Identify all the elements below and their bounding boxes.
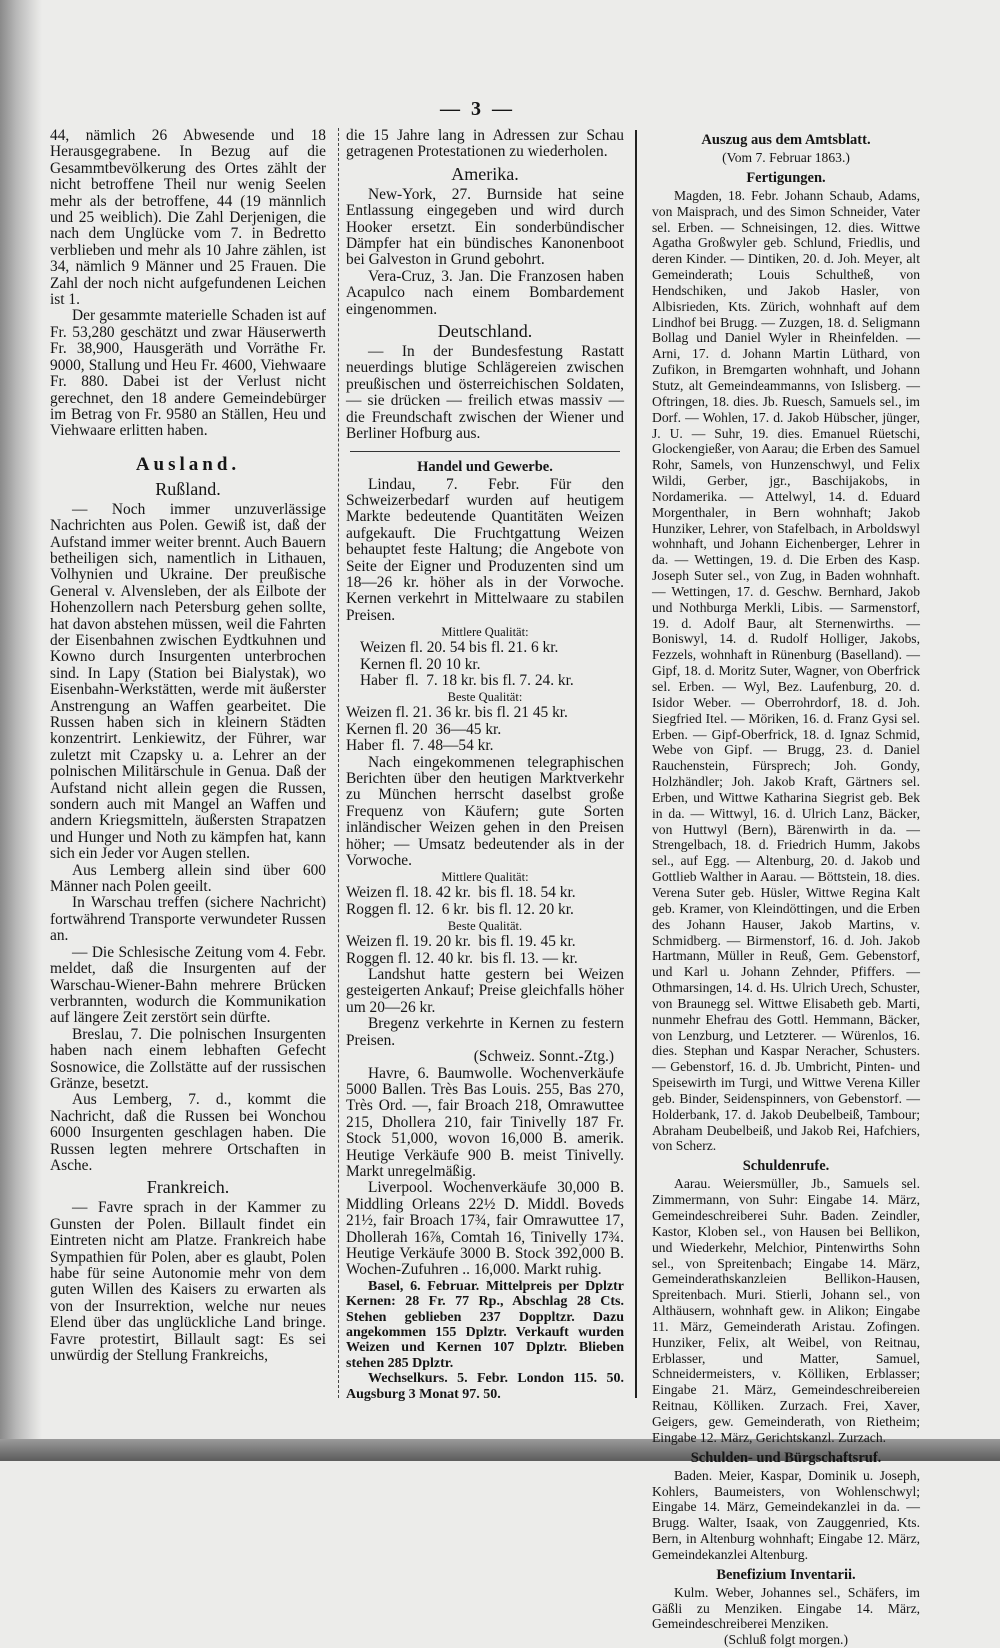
centered-note: (Schluß folgt morgen.) bbox=[724, 1632, 848, 1648]
quality-label: Mittlere Qualität: bbox=[441, 870, 529, 885]
column-divider-solid bbox=[635, 130, 637, 1398]
column-middle bbox=[346, 128, 624, 1402]
price-row: Weizen fl. 19. 20 kr. bis fl. 19. 45 kr. bbox=[346, 933, 576, 951]
price-row: Kernen fl. 20 10 kr. bbox=[360, 655, 481, 673]
column-divider-dashed bbox=[338, 128, 339, 1398]
section-heading: Ausland. bbox=[135, 453, 241, 475]
paragraph: — Die Schlesische Zeitung vom 4. Febr. meldet, daß die Insurgenten auf der Warschau-Wiener-Bahn mehrere Brücken verbrannten, wodurch die Kommunikation auf längere Zeit zerstört sein dürfte. bbox=[50, 943, 326, 1027]
paragraph: Bregenz verkehrte in Kernen zu festern Preisen. bbox=[346, 1015, 624, 1049]
paragraph: Aus Lemberg allein sind über 600 Männer nach Polen geeilt. bbox=[50, 861, 326, 896]
country-heading: Deutschland. bbox=[437, 321, 533, 342]
scan-left-edge bbox=[0, 0, 42, 1461]
paragraph: Havre, 6. Baumwolle. Wochenverkäufe 5000 Ballen. Très Bas Louis. 255, Bas 270, Très Ord. —, fair Broach 218, Omrawuttee 215, Dhollera 210, fair Tinivelly 187 Fr. Stock 51,000, wovon 16,000 B. amerik. Heutige Verkäufe 900 B. meist Tinivelly. Markt unregelmäßig. bbox=[346, 1064, 624, 1180]
price-row: Weizen fl. 18. 42 kr. bis fl. 18. 54 kr. bbox=[346, 884, 576, 902]
price-row: Kernen fl. 20 36—45 kr. bbox=[346, 720, 502, 738]
paragraph: Baden. Meier, Kaspar, Dominik u. Joseph, Kohlers, Baumeisters, von Wohlenschwyl; Eingabe 14. März, Gemeindekanzlei in da. — Brugg. Walter, Isaak, von Zauggenried, Kts. Bern, in Altenburg wohnhaft; Eingabe 12. März, Gemeindekanzlei Altenburg. bbox=[652, 1467, 920, 1562]
market-report: Basel, 6. Februar. Mittelpreis per Dplztr Kernen: 28 Fr. 77 Rp., Abschlag 28 Cts. Stehen geblieben 237 Doppltzr. Dazu angekommen 155 Dplztr. Verkauft wurden Weizen und Kernen 107 Dplztr. Blieben stehen 285 Dplztr. bbox=[346, 1278, 624, 1371]
column-right bbox=[652, 128, 920, 1648]
paragraph: — Favre sprach in der Kammer zu Gunsten der Polen. Billault findet ein Eintreten nicht am Platze. Frankreich habe Sympathien für Polen, aber es glaubt, Polen habe für seine Autonomie mehr von dem guten Willen des Kaisers zu erwarten als von der Insurrektion, welche nur neues Elend über das unglückliche Land bringe. Favre protestirt, Billault sagt: Es sei unwürdig der Stellung Frankreichs, bbox=[50, 1199, 326, 1365]
subsection-heading: Schuldenrufe. bbox=[742, 1158, 830, 1175]
paragraph: Aarau. Weiersmüller, Jb., Samuels sel. Zimmermann, von Suhr: Eingabe 14. März, Gemeindeschreiberei Suhr. Baden. Zeindler, Kastor, Kloben sel., von Hausen bei Bellikon, und Wiederkehr, Melchior, Pintenwirths Sohn sel., von Spreitenbach; Eingabe 14. März, Gemeinderathskanzleien Bellikon-Hausen, Spreitenbach. Muri. Stierli, Johann sel., von Althäusern, wohnhaft gew. in Alikon; Eingabe 11. März, Gemeinderath Aristau. Zofingen. Hunziker, Felix, alt Weibel, von Reitnau, Erblasser, und Matter, Samuel, Schneidermeisters, v. Kölliken, Erblasser; Eingabe 21. März, Gemeindeschreibereien Reitnau, Kölliken. Zurzach. Frei, Xaver, Geigers, gew. Gemeinderath, von Rietheim; Eingabe 12. März, Gerichtskanzl. Zurzach. bbox=[652, 1176, 920, 1445]
paragraph: Lindau, 7. Febr. Für den Schweizerbedarf wurden auf heutigem Markte bedeutende Quantitäten Weizen aufgekauft. Die Fruchtgattung Weizen behauptet feste Haltung; die Angebote von Seite der Eigner und Produzenten sind um 18—26 kr. höher als in der Vorwoche. Kernen verkehrt in Mittelwaare zu stabilen Preisen. bbox=[346, 475, 624, 624]
paragraph: — Noch immer unzuverlässige Nachrichten aus Polen. Gewiß ist, daß der Aufstand immer weiter brennt. Auch Bauern betheiligen sich, namentlich in Lithauen, Volhynien und Ukraine. Der preußische General v. Alvensleben, der als Eilbote der Hohenzollern nach Petersburg gehen sollte, hat davon abstehen müssen, weil die Fahrten der Eisenbahnen zwischen Eydtkuhnen und Kowno durch Insurgenten unterbrochen sind. In Lapy (Station bei Bialystak), wo Eisenbahn-Werkstätten, werde mit äußerster Anstrengung an Waffen gearbeitet. Die Russen haben sich in kleinern Städten konzentrirt. Lenkiewitz, der Führer, war zuletzt mit Czapsky u. a. Lehrer an der polnischen Militärschule in Genua. Daß der Aufstand nicht allein gegen die Russen, sondern auch mit Mangel an Waffen und andern Kriegsmitteln, äußersten Strapatzen und Hunger und Noth zu kämpfen hat, kann sich ein Jeder vor Augen stellen. bbox=[50, 500, 326, 863]
country-heading: Frankreich. bbox=[146, 1177, 230, 1198]
market-report: Wechselkurs. 5. Febr. London 115. 50. Augsburg 3 Monat 97. 50. bbox=[346, 1371, 624, 1402]
page-number: — 3 — bbox=[440, 98, 515, 120]
paragraph: Landshut hatte gestern bei Weizen gesteigerten Ankauf; Preise gleichfalls höher um 20—26 kr. bbox=[346, 966, 624, 1016]
subsection-heading: Benefizium Inventarii. bbox=[716, 1566, 856, 1583]
country-heading: Rußland. bbox=[155, 478, 221, 499]
quality-label: Beste Qualität: bbox=[447, 690, 523, 705]
price-row: Weizen fl. 21. 36 kr. bis fl. 21 45 kr. bbox=[346, 704, 568, 722]
subsection-heading: Auszug aus dem Amtsblatt. bbox=[701, 132, 871, 148]
price-row: Roggen fl. 12. 40 kr. bis fl. 13. — kr. bbox=[346, 949, 578, 967]
paragraph: die 15 Jahre lang in Adressen zur Schau getragenen Protestationen zu wiederholen. bbox=[346, 127, 624, 161]
centered-note: (Vom 7. Februar 1863.) bbox=[722, 150, 850, 165]
price-row: Roggen fl. 12. 6 kr. bis fl. 12. 20 kr. bbox=[346, 900, 574, 918]
paragraph: New-York, 27. Burnside hat seine Entlassung eingegeben und wird durch Hooker ersetzt. Ein sonderbündischer Dämpfer hat ein bündisches Kanonenboot bei Galveston in Grund gebohrt. bbox=[346, 185, 624, 269]
quality-label: Beste Qualität. bbox=[447, 919, 523, 934]
paragraph: Magden, 18. Febr. Johann Schaub, Adams, von Maisprach, und des Simon Schneider, Vater sel. Erben. — Schneisingen, 12. dies. Wittwe Agatha Großwyler geb. Schlund, Friedlis, und deren Kinder. — Dintiken, 20. d. Joh. Meyer, alt Gemeinderath; Louis Schultheß, von Hendschiken, und Jakob Hasler, von Albisrieden, Kts. Zürich, wohnhaft auf dem Lindhof bei Brugg. — Zuzgen, 18. d. Seligmann Bollag und Daniel Wyler in Rheinfelden. — Arni, 17. d. Johann Martin Lüthard, von Zufikon, in Bremgarten wohnhaft, und Johann Stutz, alt Gemeindeammanns, von Islisberg. — Oftringen, 18. dies. Jb. Ruesch, Samuels sel., im Dorf. — Wohlen, 17. d. Jakob Hübscher, jünger, J. U. — Suhr, 19. dies. Emanuel Rüetschi, Glockengießer, von Aarau; die Erben des Samuel Rohr, Samels, von Hunzenschwyl, und Felix Wildi, Gerber, jgr., Baschijakobs, in Nordamerika. — Attelwyl, 14. d. Eduard Morgenthaler, in Bern wohnhaft; Jakob Hunziker, Lehrer, von Stafelbach, in Arboldswyl wohnhaft, und Johann Eichenberger, Lehrer in da. — Wettingen, 19. d. Die Erben des Kasp. Joseph Suter sel., von Zug, in Baden wohnhaft. — Wettingen, 17. d. Geschw. Bernhard, Jakob und Nothburga Merkli, Libis. — Sarmenstorf, 19. d. Adolf Baur, alt Sternenwirths. — Boniswyl, 14. d. Rudolf Holliger, Jakobs, Fezzels, wohnhaft in Rünenburg (Baselland). — Gipf, 18. d. Moritz Suter, Wagner, von Oberfrick sel. Erben. — Wyl, Bez. Laufenburg, 20. d. Isidor Weber. — Oberrohrdorf, 18. d. Joh. Siegfried Itel. — Möriken, 16. d. Franz Gysi sel. Erben. — Gipf-Oberfrick, 18. d. Ignaz Schmid, Webe von Gipf. — Brugg, 23. d. Daniel Rauchenstein, Fürsprech; Joh. Gondy, Holzhändler; Joh. Jakob Kraft, Gärtners sel. Erben, und Wittwe Katharina Siegrist geb. Bek in da. — Wittwyl, 16. d. Ulrich Lanz, Bäcker, von Huttwyl (Bern), Bärenwirth in da. — Strengelbach, 18. d. Friedrich Humm, Jakobs sel., auf Egg. — Altenburg, 20. d. Jakob und Gottlieb Walther in Aarau. — Böttstein, 18. dies. Verena Suter geb. Hüsler, Wittwe Regina Kalt geb. Kramer, von Kleindöttingen, und die Erben des Johann Hauser, Jakob Martins, v. Schmidberg. — Birmenstorf, 16. d. Joh. Jakob Hartmann, Müller in Reuß, Gem. Gebenstorf, und Karl u. Johann Zehnder, Pfiffers. — Othmarsingen, 14. d. Hs. Ulrich Urech, Schuster, von Braunegg sel. Wittwe Elisabeth geb. Marti, nunmehr Ehefrau des Gottl. Hemmann, Bäcker, von Lenzburg, und Letzterer. — Würenlos, 16. dies. Stephan und Kaspar Neracher, Schusters. — Gebenstorf, 16. d. Jb. Umbricht, Pinten- und Speisewirth im Turgi, und Wittwe Verena Killer geb. Binder, Seidenspinners, von Gebenstorf. — Holderbank, 17. d. Jakob Deubelbeiß, Tambour; Abraham Deubelbeiß, und Jakob Rei, Hafchiers, von Scherz. bbox=[652, 187, 920, 1154]
paragraph: In Warschau treffen (sichere Nachricht) fortwährend Transporte verwundeter Russen an. bbox=[50, 894, 326, 945]
country-heading: Amerika. bbox=[451, 163, 519, 184]
paragraph: 44, nämlich 26 Abwesende und 18 Herausgegrabene. In Bezug auf die Gesammtbevölkerung des Ortes zählt der nicht betroffene Theil nur wenig Seelen mehr als der betroffene, 44 (19 männlich und 25 weiblich). Die Zahl Derjenigen, die nach dem Unglücke vom 7. in Bedretto verblieben und mehr als 10 Jahre zählen, ist 34, nämlich 9 Männer und 25 Frauen. Die Zahl der noch nicht aufgefundenen Leichen ist 1. bbox=[50, 127, 326, 309]
paragraph: Aus Lemberg, 7. d., kommt die Nachricht, daß die Russen bei Wonchou 6000 Insurgenten geschlagen haben. Die Russen legten mehrere Ortschaften in Asche. bbox=[50, 1091, 326, 1174]
price-row: Weizen fl. 20. 54 bis fl. 21. 6 kr. bbox=[360, 639, 559, 657]
price-row: Haber fl. 7. 48—54 kr. bbox=[346, 737, 494, 755]
column-left bbox=[50, 128, 326, 1364]
divider bbox=[350, 451, 620, 452]
quality-label: Mittlere Qualität: bbox=[441, 625, 529, 640]
subsection-heading: Fertigungen. bbox=[746, 169, 826, 186]
paragraph: Breslau, 7. Die polnischen Insurgenten haben nach einem lebhaften Gefecht Sosnowice, die Zollstätte auf der russischen Gränze, besetzt. bbox=[50, 1025, 326, 1092]
paragraph: Nach eingekommenen telegraphischen Berichten über den heutigen Marktverkehr zu München herrscht daselbst große Frequenz von Käufern; gute Sorten inländischer Weizen gehen in den Preisen höher; — Umsatz bedeutender als in der Vorwoche. bbox=[346, 753, 624, 870]
paragraph: Kulm. Weber, Johannes sel., Schäfers, im Gäßli zu Menziken. Eingabe 14. März, Gemeindeschreiberei Menziken. bbox=[652, 1584, 920, 1632]
paragraph: Liverpool. Wochenverkäufe 30,000 B. Middling Orleans 22½ D. Middl. Boveds 21½, fair Broach 17¾, fair Omrawuttee 17, Dhollerah 16⅞, Comtah 16, Tinivelly 17¾. Heutige Verkäufe 3000 B. Stock 392,000 B. Wochen-Zufuhren .. 16,000. Markt ruhig. bbox=[346, 1179, 624, 1279]
source-credit: (Schweiz. Sonnt.-Ztg.) bbox=[473, 1048, 614, 1066]
paragraph: Vera-Cruz, 3. Jan. Die Franzosen haben Acapulco nach einem Bombardement eingenommen. bbox=[346, 267, 624, 318]
price-row: Haber fl. 7. 18 kr. bis fl. 7. 24. kr. bbox=[360, 671, 574, 689]
subsection-heading: Handel und Gewerbe. bbox=[417, 458, 553, 475]
paragraph: — In der Bundesfestung Rastatt neuerdings blutige Schlägereien zwischen preußischen und österreichischen Soldaten, — sie drücken — freilich etwas massiv — die Freundschaft zwischen der Wiener und Berliner Hofburg aus. bbox=[346, 343, 624, 443]
subsection-heading: Schulden- und Bürgschaftsruf. bbox=[690, 1449, 882, 1466]
paragraph: Der gesammte materielle Schaden ist auf Fr. 53,280 geschätzt und zwar Häuserwerth Fr. 38,900, Hausgeräth und Vorräthe Fr. 9000, Stallung und Heu Fr. 4600, Viehwaare Fr. 880. Dabei ist der Verlust nicht gerechnet, den 18 andere Gemeindebürger im Betrag von Fr. 9580 an Ställen, Heu und Viehwaare erlitten haben. bbox=[50, 307, 326, 440]
